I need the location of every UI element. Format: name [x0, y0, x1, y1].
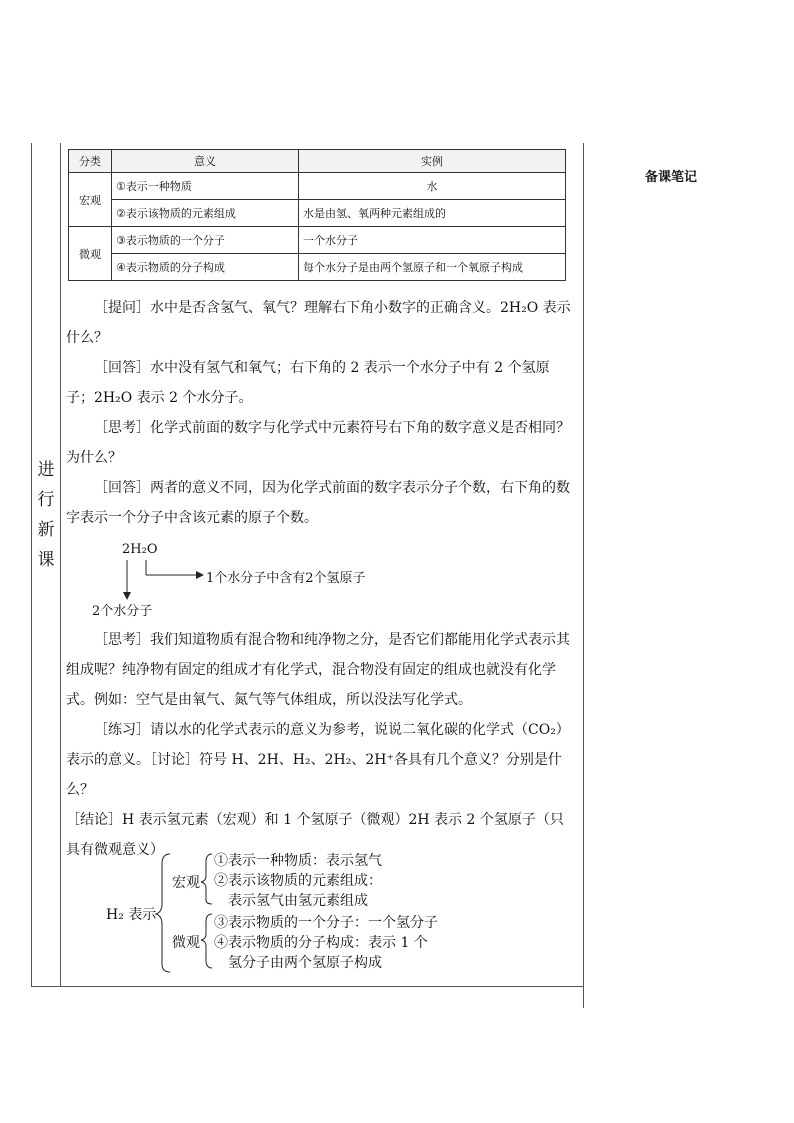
example-cell: 一个水分子: [299, 227, 566, 254]
macro-item-2: ②表示该物质的元素组成：: [214, 873, 382, 889]
notes-title: 备课笔记: [645, 170, 698, 185]
category-micro: 微观: [69, 227, 112, 281]
category-macro: 宏观: [69, 173, 112, 227]
paragraph-exercise: ［练习］请以水的化学式表示的意义为参考，说说二氧化碳的化学式（CO₂）表示的意义。［讨论］符号 H、2H、H₂、2H₂、2H⁺各具有几个意义？分别是什么？: [66, 722, 570, 798]
lesson-body: [66, 293, 571, 533]
meaning-cell: ④表示物质的分子构成: [112, 254, 299, 281]
table-row: [69, 200, 566, 227]
formula-diagram: [90, 542, 490, 617]
frame-bottom-border: [31, 986, 583, 987]
paragraph-answer: ［回答］水中没有氢气和氧气；右下角的 2 表示一个水分子中有 2 个氢原子；2H₂O 表示 2 个水分子。: [66, 360, 550, 406]
paragraph-think: ［思考］化学式前面的数字与化学式中元素符号右下角的数字意义是否相同？为什么？: [66, 420, 570, 466]
header-example: 实例: [299, 150, 566, 173]
micro-label: 微观: [172, 935, 200, 951]
section-label-char: 新: [37, 520, 55, 540]
formula-right-label: 1个水分子中含有2个氢原子: [206, 571, 366, 586]
section-label-char: 行: [37, 490, 55, 510]
h2-subject: H₂ 表示: [106, 907, 157, 923]
micro-item-3: ③表示物质的一个分子：一个氢分子: [214, 915, 438, 931]
table-row: [69, 173, 566, 200]
formula-label: 2H₂O: [122, 542, 158, 557]
meaning-cell: ①表示一种物质: [112, 173, 299, 200]
section-label-char: 课: [37, 550, 55, 570]
macro-item-1: ①表示一种物质：表示氢气: [214, 853, 382, 869]
paragraph-question: ［提问］水中是否含氢气、氧气？理解右下角小数字的正确含义。2H₂O 表示什么？: [66, 300, 571, 346]
example-cell: 水是由氢、氧两种元素组成的: [299, 200, 566, 227]
header-meaning: 意义: [112, 150, 299, 173]
table-row: [69, 254, 566, 281]
meaning-cell: ②表示该物质的元素组成: [112, 200, 299, 227]
micro-item-4: ④表示物质的分子构成：表示 1 个: [214, 935, 428, 951]
h2-diagram: [100, 848, 500, 978]
paragraph-conclusion: ［结论］H 表示氢元素（宏观）和 1 个氢原子（微观）2H 表示 2 个氢原子（只具有微观意义）: [66, 812, 564, 858]
lesson-body-2: [66, 625, 571, 865]
formula-down-label: 2个水分子: [92, 604, 153, 619]
micro-item-4b: 氢分子由两个氢原子构成: [228, 955, 382, 971]
example-cell: 水: [299, 173, 566, 200]
section-label-char: 进: [37, 460, 55, 480]
macro-label: 宏观: [172, 875, 200, 891]
example-cell: 每个水分子是由两个氢原子和一个氧原子构成: [299, 254, 566, 281]
macro-item-2b: 表示氢气由氢元素组成: [228, 893, 368, 909]
column-separator: [60, 143, 61, 986]
paragraph-think-2: ［思考］我们知道物质有混合物和纯净物之分，是否它们都能用化学式表示其组成呢？纯净物有固定的组成才有化学式，混合物没有固定的组成也就没有化学式。例如：空气是由氧气、氮气等气体组成，所以没法写化学式。: [66, 632, 570, 708]
paragraph-answer-2: ［回答］两者的意义不同，因为化学式前面的数字表示分子个数，右下角的数字表示一个分子中含该元素的原子个数。: [66, 480, 570, 526]
header-category: 分类: [69, 150, 112, 173]
frame-right-border: [583, 143, 584, 1008]
section-label: [32, 455, 60, 575]
meaning-table: [68, 149, 566, 281]
table-header-row: [69, 150, 566, 173]
meaning-cell: ③表示物质的一个分子: [112, 227, 299, 254]
table-row: [69, 227, 566, 254]
